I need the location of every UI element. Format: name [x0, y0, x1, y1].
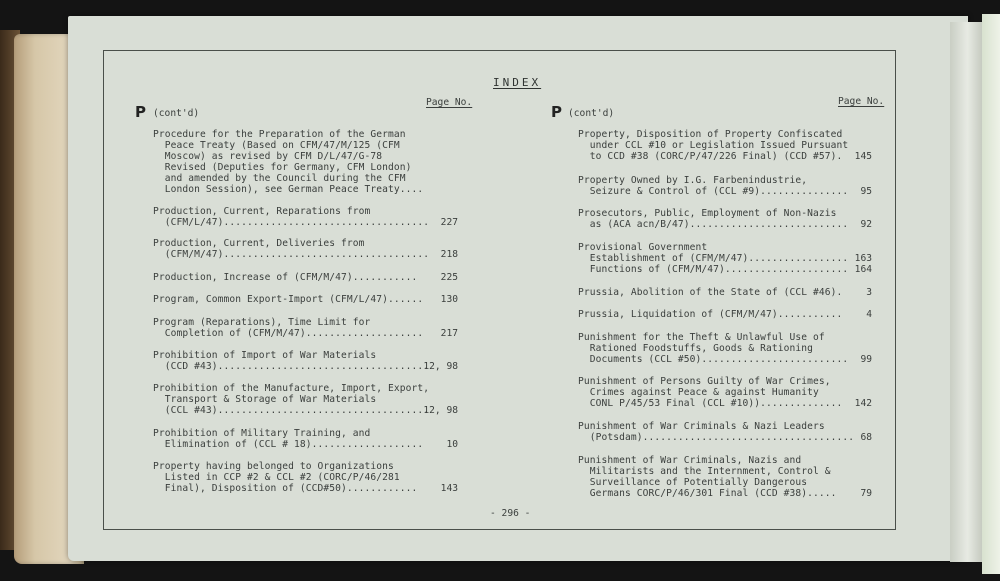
index-page-number: 4: [866, 309, 872, 320]
index-entry-text: and amended by the Council during the CFM: [153, 173, 406, 184]
index-page-number: 143: [440, 483, 458, 494]
index-entry-text: Establishment of (CFM/M/47).................: [578, 253, 849, 264]
index-title: INDEX: [493, 76, 542, 89]
index-page-number: 218: [440, 249, 458, 260]
index-entry-text: Revised (Deputies for Germany, CFM London): [153, 162, 412, 173]
index-entry-text: Property, Disposition of Property Confiscated: [578, 129, 843, 140]
index-page-number: 99: [860, 354, 872, 365]
index-page-number: 10: [446, 439, 458, 450]
index-page-number: 79: [860, 488, 872, 499]
index-entry-text: Prosecutors, Public, Employment of Non-Nazis: [578, 208, 837, 219]
index-entry-text: Punishment of War Criminals & Nazi Leaders: [578, 421, 825, 432]
index-entry-text: Seizure & Control of (CCL #9)...............: [578, 186, 849, 197]
index-entry-text: Rationed Foodstuffs, Goods & Rationing: [578, 343, 814, 354]
index-page-number: 217: [440, 328, 458, 339]
right-page-no-header: Page No.: [838, 96, 885, 107]
index-entry-text: Militarists and the Internment, Control &: [578, 466, 831, 477]
index-entry-text: Prussia, Liquidation of (CFM/M/47)...........: [578, 309, 843, 320]
index-entry-text: Peace Treaty (Based on CFM/47/M/125 (CFM: [153, 140, 400, 151]
index-entry-text: Program (Reparations), Time Limit for: [153, 317, 371, 328]
page-number: - 296 -: [490, 508, 531, 519]
index-entry-text: Production, Current, Reparations from: [153, 206, 371, 217]
index-page-number: 95: [860, 186, 872, 197]
right-page-edge: [982, 14, 1000, 574]
index-entry-text: Listed in CCP #2 & CCL #2 (CORC/P/46/281: [153, 472, 400, 483]
index-entry-text: Moscow) as revised by CFM D/L/47/G-78: [153, 151, 383, 162]
index-entry-text: Germans CORC/P/46/301 Final (CCD #38).....: [578, 488, 837, 499]
index-entry-text: Procedure for the Preparation of the German: [153, 129, 406, 140]
index-entry-text: London Session), see German Peace Treaty....: [153, 184, 424, 195]
index-page-number: 142: [854, 398, 872, 409]
index-entry-text: Completion of (CFM/M/47)....................: [153, 328, 424, 339]
index-entry-text: (Potsdam)....................................: [578, 432, 855, 443]
index-entry-text: Punishment of Persons Guilty of War Crimes,: [578, 376, 831, 387]
index-entry-text: to CCD #38 (CORC/P/47/226 Final) (CCD #57).: [578, 151, 843, 162]
index-entry-text: Documents (CCL #50).........................: [578, 354, 849, 365]
left-section-letter: P: [135, 103, 146, 121]
index-entry-text: Surveillance of Potentially Dangerous: [578, 477, 808, 488]
index-entry-text: Property having belonged to Organizations: [153, 461, 394, 472]
index-page-number: 227: [440, 217, 458, 228]
index-entry-text: (CFM/L/47)...................................: [153, 217, 430, 228]
index-entry-text: (CFM/M/47)...................................: [153, 249, 430, 260]
index-entry-text: Production, Current, Deliveries from: [153, 238, 365, 249]
index-page-number: 130: [440, 294, 458, 305]
index-page-number: 68: [860, 432, 872, 443]
index-entry-text: Punishment of War Criminals, Nazis and: [578, 455, 802, 466]
index-entry-text: Prohibition of Military Training, and: [153, 428, 371, 439]
index-page-number: 164: [854, 264, 872, 275]
right-section-letter: P: [551, 103, 562, 121]
index-page-number: 12, 98: [423, 405, 458, 416]
index-entry-text: as (ACA acn/B/47)...........................: [578, 219, 849, 230]
index-entry-text: Prohibition of Import of War Materials: [153, 350, 377, 361]
index-page-number: 92: [860, 219, 872, 230]
index-entry-text: under CCL #10 or Legislation Issued Pursuant: [578, 140, 849, 151]
index-entry-text: Functions of (CFM/M/47).....................: [578, 264, 849, 275]
index-page-number: 12, 98: [423, 361, 458, 372]
index-entry-text: Prohibition of the Manufacture, Import, Export,: [153, 383, 430, 394]
index-page-number: 145: [854, 151, 872, 162]
left-cont-label: (cont'd): [153, 108, 200, 119]
left-page-no-header: Page No.: [426, 97, 473, 108]
index-entry-text: Punishment for the Theft & Unlawful Use of: [578, 332, 825, 343]
index-entry-text: Program, Common Export-Import (CFM/L/47)......: [153, 294, 424, 305]
index-entry-text: (CCD #43)....................................: [153, 361, 430, 372]
index-entry-text: Property Owned by I.G. Farbenindustrie,: [578, 175, 808, 186]
index-page-number: 163: [854, 253, 872, 264]
index-entry-text: Production, Increase of (CFM/M/47)...........: [153, 272, 418, 283]
index-entry-text: Crimes against Peace & against Humanity: [578, 387, 819, 398]
index-entry-text: Prussia, Abolition of the State of (CCL #46).: [578, 287, 843, 298]
index-entry-text: Transport & Storage of War Materials: [153, 394, 377, 405]
index-entry-text: Elimination of (CCL # 18)...................: [153, 439, 424, 450]
right-cont-label: (cont'd): [568, 108, 615, 119]
index-page-number: 3: [866, 287, 872, 298]
index-entry-text: CONL P/45/53 Final (CCL #10))..............: [578, 398, 843, 409]
index-entry-text: Provisional Government: [578, 242, 708, 253]
index-entry-text: (CCL #43)....................................: [153, 405, 430, 416]
index-page-number: 225: [440, 272, 458, 283]
page-curl: [950, 22, 985, 562]
index-entry-text: Final), Disposition of (CCD#50)............: [153, 483, 418, 494]
